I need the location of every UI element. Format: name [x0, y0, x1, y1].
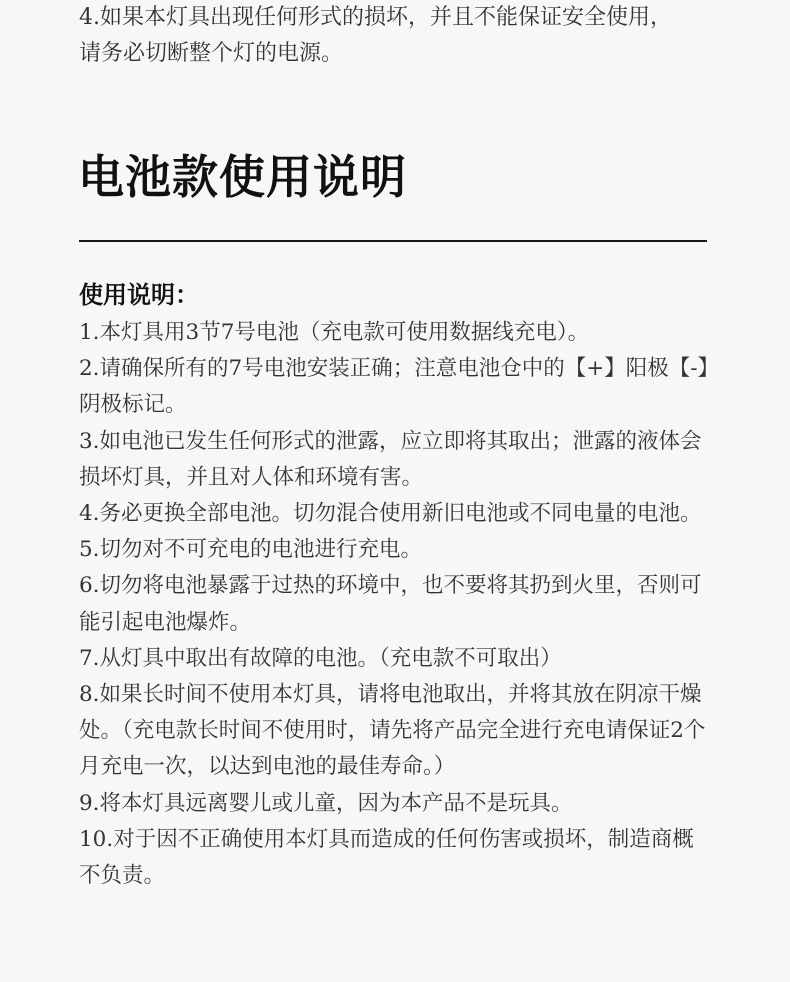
title-divider	[79, 240, 707, 242]
previous-section-note	[79, 0, 709, 72]
instruction-item-2: 2.请确保所有的7号电池安装正确；注意电池仓中的【+】阳极【-】阴极标记。	[79, 356, 709, 418]
section-title: 电池款使用说明	[78, 150, 407, 204]
instructions-heading: 使用说明：	[79, 280, 199, 309]
instruction-item-5: 5.切勿对不可充电的电池进行充电。	[79, 537, 423, 563]
instruction-item-7: 7.从灯具中取出有故障的电池。（充电款不可取出）	[79, 645, 562, 671]
instruction-item-4: 4.务必更换全部电池。切勿混合使用新旧电池或不同电量的电池。	[79, 501, 702, 527]
instruction-item-6: 6.切勿将电池暴露于过热的环境中，也不要将其扔到火里，否则可能引起电池爆炸。	[79, 573, 702, 635]
instruction-item-10: 10.对于因不正确使用本灯具而造成的任何伤害或损坏，制造商概不负责。	[79, 826, 694, 889]
instructions-block	[79, 277, 711, 894]
note-line-2: 请务必切断整个灯的电源。	[79, 41, 344, 66]
note-line-1: 4.如果本灯具出现任何形式的损坏，并且不能保证安全使用，	[79, 5, 672, 30]
instruction-item-1: 1.本灯具用3节7号电池（充电款可使用数据线充电）。	[79, 320, 590, 345]
instruction-item-3: 3.如电池已发生任何形式的泄露，应立即将其取出；泄露的液体会损坏灯具，并且对人体和环境有害。	[79, 428, 702, 490]
instruction-item-9: 9.将本灯具远离婴儿或儿童，因为本产品不是玩具。	[79, 790, 573, 816]
instruction-item-8: 8.如果长时间不使用本灯具，请将电池取出，并将其放在阴凉干燥处。（充电款长时间不使用时，请先将产品完全进行充电请保证2个月充电一次，以达到电池的最佳寿命。）	[79, 682, 706, 780]
